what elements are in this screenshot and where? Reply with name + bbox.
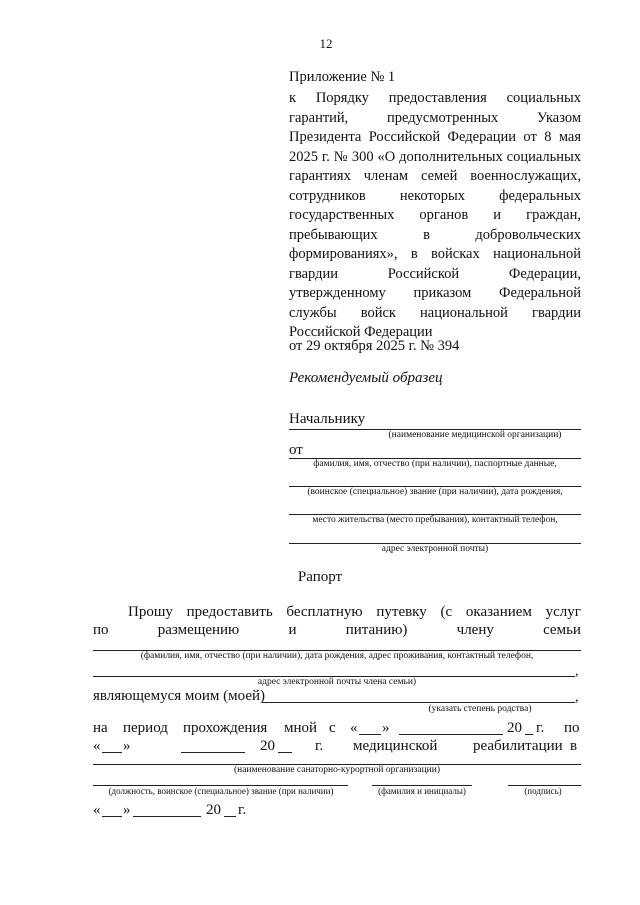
position-caption: (должность, воинское (специальное) звание (при наличии) xyxy=(108,786,334,796)
date-day-line xyxy=(102,816,122,817)
annex-body: к Порядку предоставления социальных гарантий, предусмотренных Указом Президента Российской Федерации от 8 мая 2025 г. № 300 «О дополнительных социальных гарантиях членам семей военнослужащих, сотрудников некоторых федеральных государственных органов и граждан, пребывающих в добровольческих формированиях», в войсках национальной гвардии Российской Федерации, утвержденному приказом Федеральной службы войск национальной гвардии Российской Федерации xyxy=(289,90,581,340)
annex-title: Приложение № 1 xyxy=(289,69,396,85)
year-suffix: г. xyxy=(536,720,545,736)
name-caption: (фамилия и инициалы) xyxy=(378,786,466,796)
from-caption-2: (воинское (специальное) звание (при наличии), дата рождения, xyxy=(307,487,563,497)
word: путевку xyxy=(376,604,427,620)
word: питанию) xyxy=(345,622,408,638)
day-from-line xyxy=(359,734,381,735)
sanatorium-caption: (наименование санаторно-курортной организации) xyxy=(233,765,441,775)
year-suffix: г. xyxy=(315,738,324,754)
page-number: 12 xyxy=(319,36,333,51)
quote-open: « xyxy=(93,738,101,754)
word: прохождения xyxy=(183,720,268,736)
relation-comma: , xyxy=(575,690,579,705)
from-label: от xyxy=(289,442,303,458)
word: по xyxy=(564,720,580,736)
date-year-suffix: г. xyxy=(238,802,247,818)
member-caption-2: адрес электронной почты члена семьи) xyxy=(257,677,417,687)
relation-line xyxy=(262,702,575,703)
word: по xyxy=(93,622,109,638)
word: услуг xyxy=(545,604,581,620)
request-line-1 xyxy=(128,602,581,622)
day-to-line xyxy=(102,752,122,753)
word: (с xyxy=(440,604,453,620)
word: с xyxy=(329,720,336,736)
to-label: Начальнику xyxy=(289,411,366,427)
quote-close: » xyxy=(123,738,131,754)
relation-caption: (указать степень родства) xyxy=(428,704,532,714)
year-prefix: 20 xyxy=(507,720,522,736)
request-line-2 xyxy=(93,620,581,640)
year-from-line xyxy=(525,734,533,735)
word: предоставить xyxy=(186,604,273,620)
relation-text: являющемуся моим (моей) xyxy=(93,688,265,704)
sample-label: Рекомендуемый образец xyxy=(289,370,443,386)
quote-close: » xyxy=(123,802,131,818)
report-title: Рапорт xyxy=(297,569,343,585)
from-caption-1: фамилия, имя, отчество (при наличии), паспортные данные, xyxy=(313,459,557,469)
date-year-line xyxy=(224,816,236,817)
to-caption: (наименование медицинской организации) xyxy=(388,430,562,440)
month-from-line xyxy=(399,734,503,735)
year-prefix: 20 xyxy=(260,738,275,754)
quote-open: « xyxy=(93,802,101,818)
from-caption-4: адрес электронной почты) xyxy=(381,544,489,554)
word: члену xyxy=(456,622,494,638)
word: мной xyxy=(284,720,318,736)
word: на xyxy=(93,720,108,736)
signature-caption: (подпись) xyxy=(524,786,562,796)
year-to-line xyxy=(278,752,292,753)
month-to-line xyxy=(181,752,245,753)
quote-close: » xyxy=(382,720,390,736)
comma: , xyxy=(575,664,579,679)
quote-open: « xyxy=(350,720,358,736)
word: и xyxy=(288,622,297,638)
word: оказанием xyxy=(465,604,532,620)
word: в xyxy=(570,738,578,754)
word: бесплатную xyxy=(286,604,363,620)
member-caption-1: (фамилия, имя, отчество (при наличии), дата рождения, адрес проживания, контактный телефон, xyxy=(140,651,534,661)
date-month-line xyxy=(133,816,201,817)
date-year-prefix: 20 xyxy=(206,802,221,818)
from-caption-3: место жительства (место пребывания), контактный телефон, xyxy=(312,515,558,525)
word: реабилитации xyxy=(473,738,563,754)
word: период xyxy=(123,720,168,736)
word: Прошу xyxy=(128,604,173,620)
annex-date: от 29 октября 2025 г. № 394 xyxy=(289,338,460,354)
word: семьи xyxy=(543,622,581,638)
word: медицинской xyxy=(353,738,438,754)
word: размещению xyxy=(157,622,240,638)
